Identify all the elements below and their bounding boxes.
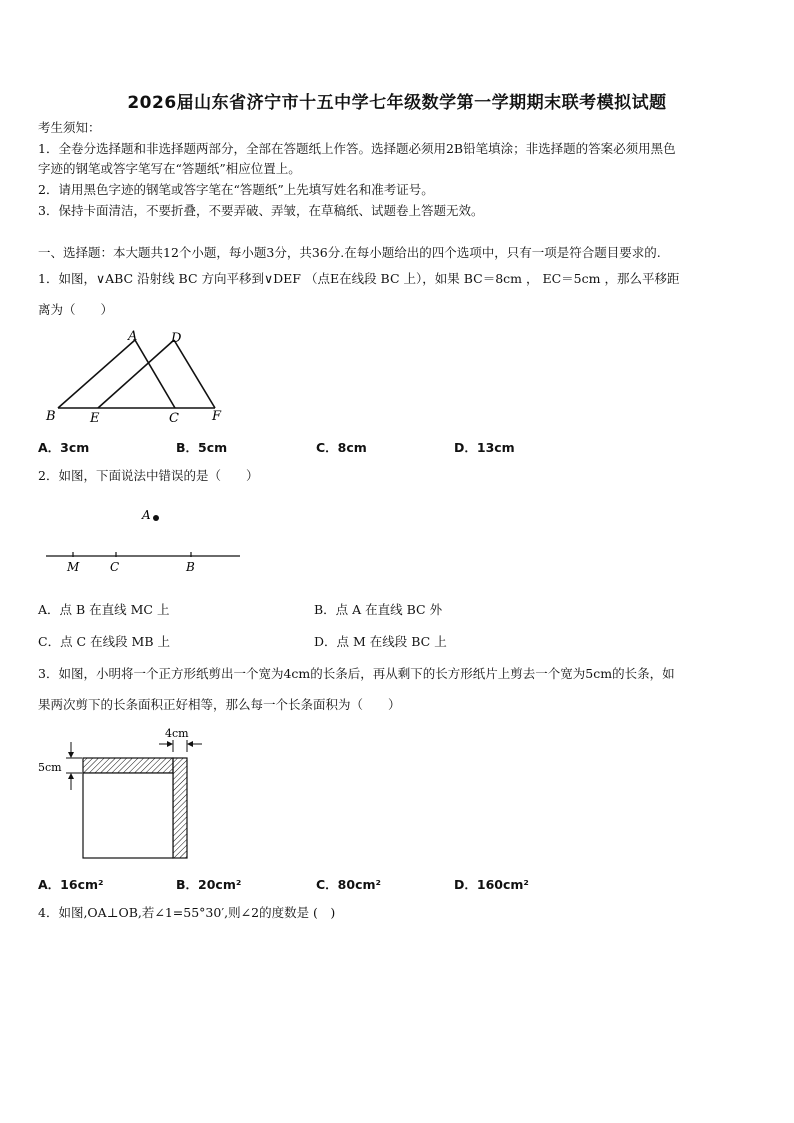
question-2-stem: 2．如图，下面说法中错误的是（ ） [38,468,259,483]
label-F: F [212,409,222,424]
notice-item: 字迹的钢笔或答字笔写在“答题纸”相应位置上。 [38,161,301,176]
label-C: C [169,411,179,426]
q1-option-a[interactable]: A．3cm [38,440,90,455]
question-1-stem: 1．如图，∨ABC 沿射线 BC 方向平移到∨DEF （点E在线段 BC 上），如果 BC＝8cm ， EC＝5cm ，那么平移距 [38,271,680,286]
notice-item: 2．请用黑色字迹的钢笔或答字笔在“答题纸”上先填写姓名和准考证号。 [38,182,434,197]
label-B: B [46,409,56,424]
label-M: M [67,560,80,574]
page-title: 2026届山东省济宁市十五中学七年级数学第一学期期末联考模拟试题 [127,93,667,113]
q3-option-d[interactable]: D．160cm² [454,877,529,892]
q2-option-a[interactable]: A．点 B 在直线 MC 上 [38,602,170,617]
question-3-stem-cont: 果两次剪下的长条面积正好相等，那么每一个长条面积为（ ） [38,697,401,712]
label-A: A [128,329,138,344]
label-E: E [90,411,100,426]
square-strips-figure [36,724,216,864]
q3-option-c[interactable]: C．80cm² [316,877,381,892]
section-heading: 一、选择题：本大题共12个小题，每小题3分，共36分.在每小题给出的四个选项中，只有一项是符合题目要求的. [38,245,661,260]
q2-option-c[interactable]: C．点 C 在线段 MB 上 [38,634,171,649]
q3-option-a[interactable]: A．16cm² [38,877,104,892]
q2-option-d[interactable]: D．点 M 在线段 BC 上 [314,634,447,649]
notice-heading: 考生须知： [38,120,101,135]
q1-option-b[interactable]: B．5cm [176,440,228,455]
q1-option-c[interactable]: C．8cm [316,440,367,455]
question-3-stem: 3．如图，小明将一个正方形纸剪出一个宽为4cm的长条后，再从剩下的长方形纸片上剪去一个宽为5cm的长条，如 [38,666,675,681]
label-B: B [186,560,195,574]
triangle-translation-figure [40,326,240,426]
q3-option-b[interactable]: B．20cm² [176,877,242,892]
q1-option-d[interactable]: D．13cm [454,440,515,455]
label-4cm: 4cm [165,727,189,740]
question-1-stem-cont: 离为（ ） [38,302,114,317]
label-D: D [171,331,182,346]
label-C: C [110,560,120,574]
notice-item: 3．保持卡面清洁，不要折叠，不要弄破、弄皱，在草稿纸、试题卷上答题无效。 [38,203,484,218]
line-points-figure [40,500,250,580]
question-4-stem: 4．如图,OA⊥OB,若∠1=55°30′,则∠2的度数是 ( ) [38,905,336,920]
label-A: A [142,508,151,522]
q2-option-b[interactable]: B．点 A 在直线 BC 外 [314,602,443,617]
label-5cm: 5cm [38,761,62,774]
notice-item: 1．全卷分选择题和非选择题两部分，全部在答题纸上作答。选择题必须用2B铅笔填涂；非选择题的答案必须用黑色 [38,141,676,156]
